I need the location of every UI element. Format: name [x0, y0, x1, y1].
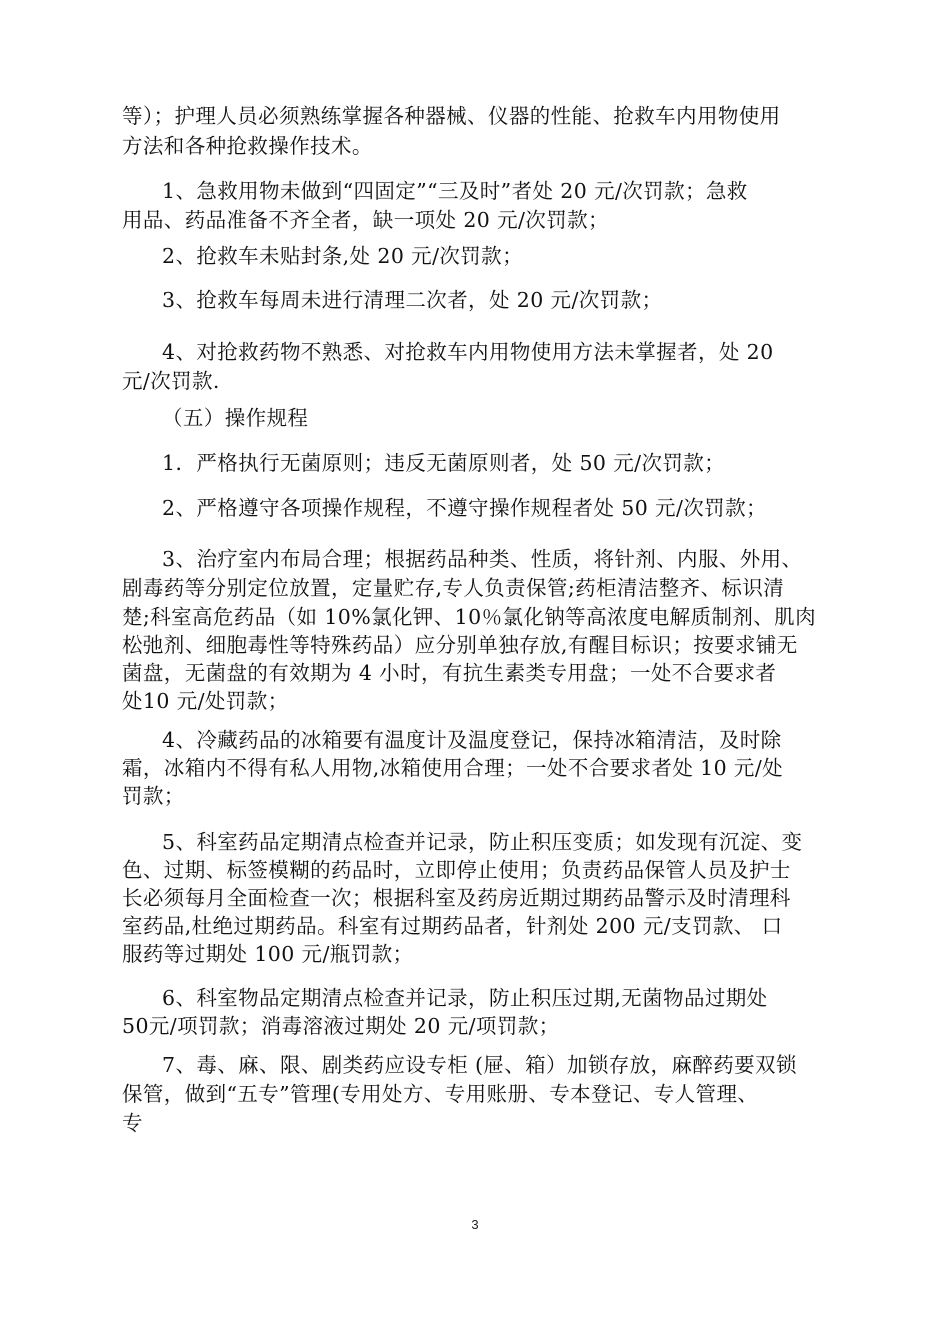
text-line: 楚;科室高危药品（如 10%氯化钾、10％氯化钠等高浓度电解质制剂、肌肉	[122, 605, 816, 629]
text-line: 等）；护理人员必须熟练掌握各种器械、仪器的性能、抢救车内用物使用	[122, 104, 781, 128]
text-line: 5、科室药品定期清点检查并记录，防止积压变质；如发现有沉淀、变	[162, 830, 803, 854]
text-line: 剧毒药等分别定位放置，定量贮存,专人负责保管;药柜清洁整齐、标识清	[122, 576, 785, 600]
section-heading: （五）操作规程	[162, 406, 309, 430]
text-line: 色、过期、标签模糊的药品时，立即停止使用；负责药品保管人员及护士	[122, 858, 791, 882]
text-line: 菌盘，无菌盘的有效期为 4 小时，有抗生素类专用盘；一处不合要求者	[122, 661, 777, 685]
text-line: 1．严格执行无菌原则；违反无菌原则者，处 50 元/次罚款；	[162, 451, 726, 475]
text-line: 4、对抢救药物不熟悉、对抢救车内用物使用方法未掌握者，处 20	[162, 340, 774, 364]
text-line: 2、严格遵守各项操作规程，不遵守操作规程者处 50 元/次罚款；	[162, 496, 767, 520]
text-line: 处10 元/处罚款；	[122, 689, 289, 713]
text-line: 2、抢救车未贴封条,处 20 元/次罚款；	[162, 244, 523, 268]
text-line: 专	[122, 1111, 143, 1135]
text-line: 50元/项罚款；消毒溶液过期处 20 元/项罚款；	[122, 1014, 560, 1038]
text-line: 3、治疗室内布局合理；根据药品种类、性质，将针剂、内服、外用、	[162, 547, 803, 571]
text-line: 用品、药品准备不齐全者，缺一项处 20 元/次罚款；	[122, 208, 609, 232]
text-line: 4、冷藏药品的冰箱要有温度计及温度登记，保持冰箱清洁，及时除	[162, 728, 782, 752]
text-line: 方法和各种抢救操作技术。	[122, 134, 373, 158]
text-line: 1、急救用物未做到“四固定”“三及时”者处 20 元/次罚款；急救	[162, 179, 748, 203]
page-number: 3	[471, 1217, 479, 1232]
text-line: 松弛剂、细胞毒性等特殊药品）应分别单独存放,有醒目标识；按要求铺无	[122, 633, 798, 657]
text-line: 7、毒、麻、限、剧类药应设专柜 (屉、箱）加锁存放，麻醉药要双锁	[162, 1053, 797, 1077]
text-line: 3、抢救车每周未进行清理二次者，处 20 元/次罚款；	[162, 288, 663, 312]
text-line: 6、科室物品定期清点检查并记录，防止积压过期,无菌物品过期处	[162, 986, 768, 1010]
text-line: 保管，做到“五专”管理(专用处方、专用账册、专本登记、专人管理、	[122, 1082, 759, 1106]
text-line: 罚款；	[122, 784, 185, 808]
text-line: 服药等过期处 100 元/瓶罚款；	[122, 942, 414, 966]
text-line: 室药品,杜绝过期药品。科室有过期药品者，针剂处 200 元/支罚款、 口	[122, 914, 783, 938]
text-line: 元/次罚款.	[122, 369, 220, 393]
text-line: 长必须每月全面检查一次；根据科室及药房近期过期药品警示及时清理科	[122, 886, 791, 910]
text-line: 霜，冰箱内不得有私人用物,冰箱使用合理；一处不合要求者处 10 元/处	[122, 756, 784, 780]
